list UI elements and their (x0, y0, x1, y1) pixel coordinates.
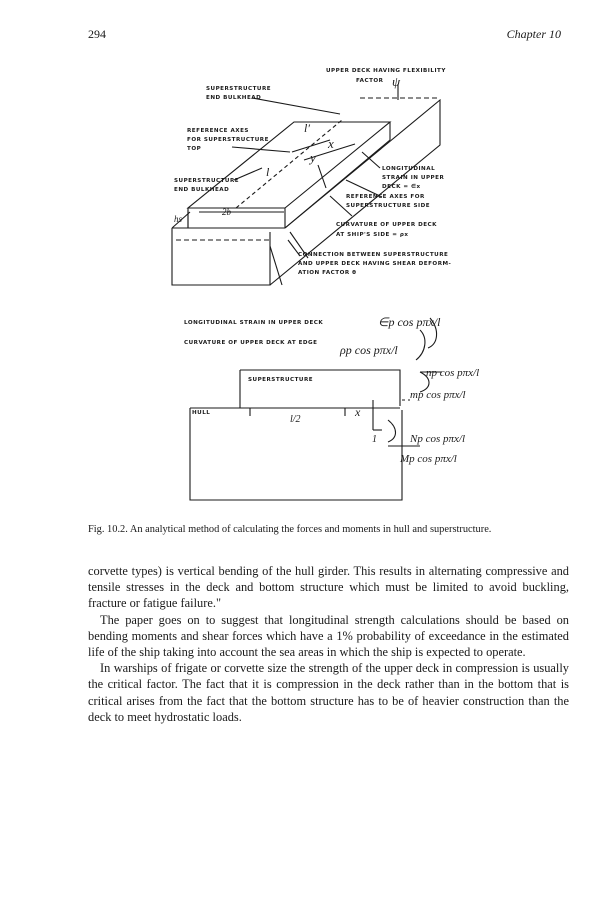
superstructure-outline (240, 370, 400, 408)
label-ref-axes-3: TOP (187, 146, 202, 152)
body-text (88, 563, 569, 725)
page-number: 294 (88, 27, 106, 41)
label-hull: HULL (192, 410, 211, 416)
symbol-one: 1 (372, 434, 377, 445)
label-connection-1: CONNECTION BETWEEN SUPERSTRUCTURE (298, 252, 449, 258)
symbol-l: l (266, 165, 270, 179)
symbol-hs: hs (174, 214, 183, 224)
label-long-strain-2: STRAIN IN UPPER (382, 175, 445, 181)
symbol-y: y (310, 150, 316, 165)
expr-curvature: ρp cos pπx/l (340, 343, 398, 357)
symbol-l-half: l/2 (290, 414, 301, 425)
chapter-title: Chapter 10 (506, 27, 561, 41)
label-ref-axes-1: REFERENCE AXES (187, 128, 249, 134)
expr-long-strain: ∈p cos pπx/l (378, 315, 441, 329)
figure-caption: Fig. 10.2. An analytical method of calculating the forces and moments in hull and superstructure. (88, 524, 492, 535)
label-connection-2: AND UPPER DECK HAVING SHEAR DEFORM- (298, 261, 452, 267)
paragraph-3: In warships of frigate or corvette size the strength of the upper deck in compression is usually the critical factor. The fact that it is compression in the deck rather than in the bottom that is critical arises from the fact that the bottom structure has to be of heavier construction than the deck to meet hydrostatic loads. (88, 661, 569, 724)
label-long-strain-1: LONGITUDINAL (382, 166, 436, 172)
label-upper-deck-factor: FACTOR (356, 78, 384, 84)
hull-block-front (172, 228, 270, 285)
label-end-bulkhead-left-1: SUPERSTRUCTURE (174, 178, 240, 184)
label-curvature-bottom: CURVATURE OF UPPER DECK AT EDGE (184, 340, 318, 346)
label-end-bulkhead-top-2: END BULKHEAD (206, 95, 262, 101)
expr-n: np cos pπx/l (426, 367, 480, 379)
symbol-l-prime: l′ (304, 121, 310, 135)
label-long-strain-bottom: LONGITUDINAL STRAIN IN UPPER DECK (184, 320, 324, 326)
label-ref-axes-2: FOR SUPERSTRUCTURE (187, 137, 269, 143)
label-curvature-1: CURVATURE OF UPPER DECK (336, 222, 437, 228)
label-ref-axes-side-1: REFERENCE AXES FOR (346, 194, 425, 200)
label-curvature-2: AT SHIP'S SIDE = ρx (336, 232, 409, 238)
symbol-x-bottom: x (355, 405, 361, 419)
expr-m: mp cos pπx/l (410, 389, 466, 401)
paragraph-2: The paper goes on to suggest that longitudinal strength calculations should be based on bending moments and shear forces which have a 1% probability of exceedance in the estimated life of the ship taking into account the sea areas in which the ship is expected to operate. (88, 612, 569, 660)
label-end-bulkhead-left-2: END BULKHEAD (174, 187, 230, 193)
symbol-2b: 2b (222, 207, 231, 217)
expr-M: Mp cos pπx/l (400, 453, 457, 465)
symbol-psi: ψ (392, 74, 401, 89)
expr-N: Np cos pπx/l (410, 433, 466, 445)
label-upper-deck-flexibility: UPPER DECK HAVING FLEXIBILITY (326, 68, 446, 74)
label-superstructure: SUPERSTRUCTURE (248, 377, 314, 383)
label-long-strain-3: DECK = ∈x (382, 184, 421, 190)
label-end-bulkhead-top-1: SUPERSTRUCTURE (206, 86, 272, 92)
label-connection-3: ATION FACTOR θ (298, 270, 357, 276)
label-ref-axes-side-2: SUPERSTRUCTURE SIDE (346, 203, 431, 209)
paragraph-1: corvette types) is vertical bending of the hull girder. This results in alternating compressive and tensile stresses in the deck and bottom structure which must be limited to avoid buckling, fracture or fatigue failure." (88, 564, 569, 611)
symbol-x-top: x (328, 136, 334, 151)
